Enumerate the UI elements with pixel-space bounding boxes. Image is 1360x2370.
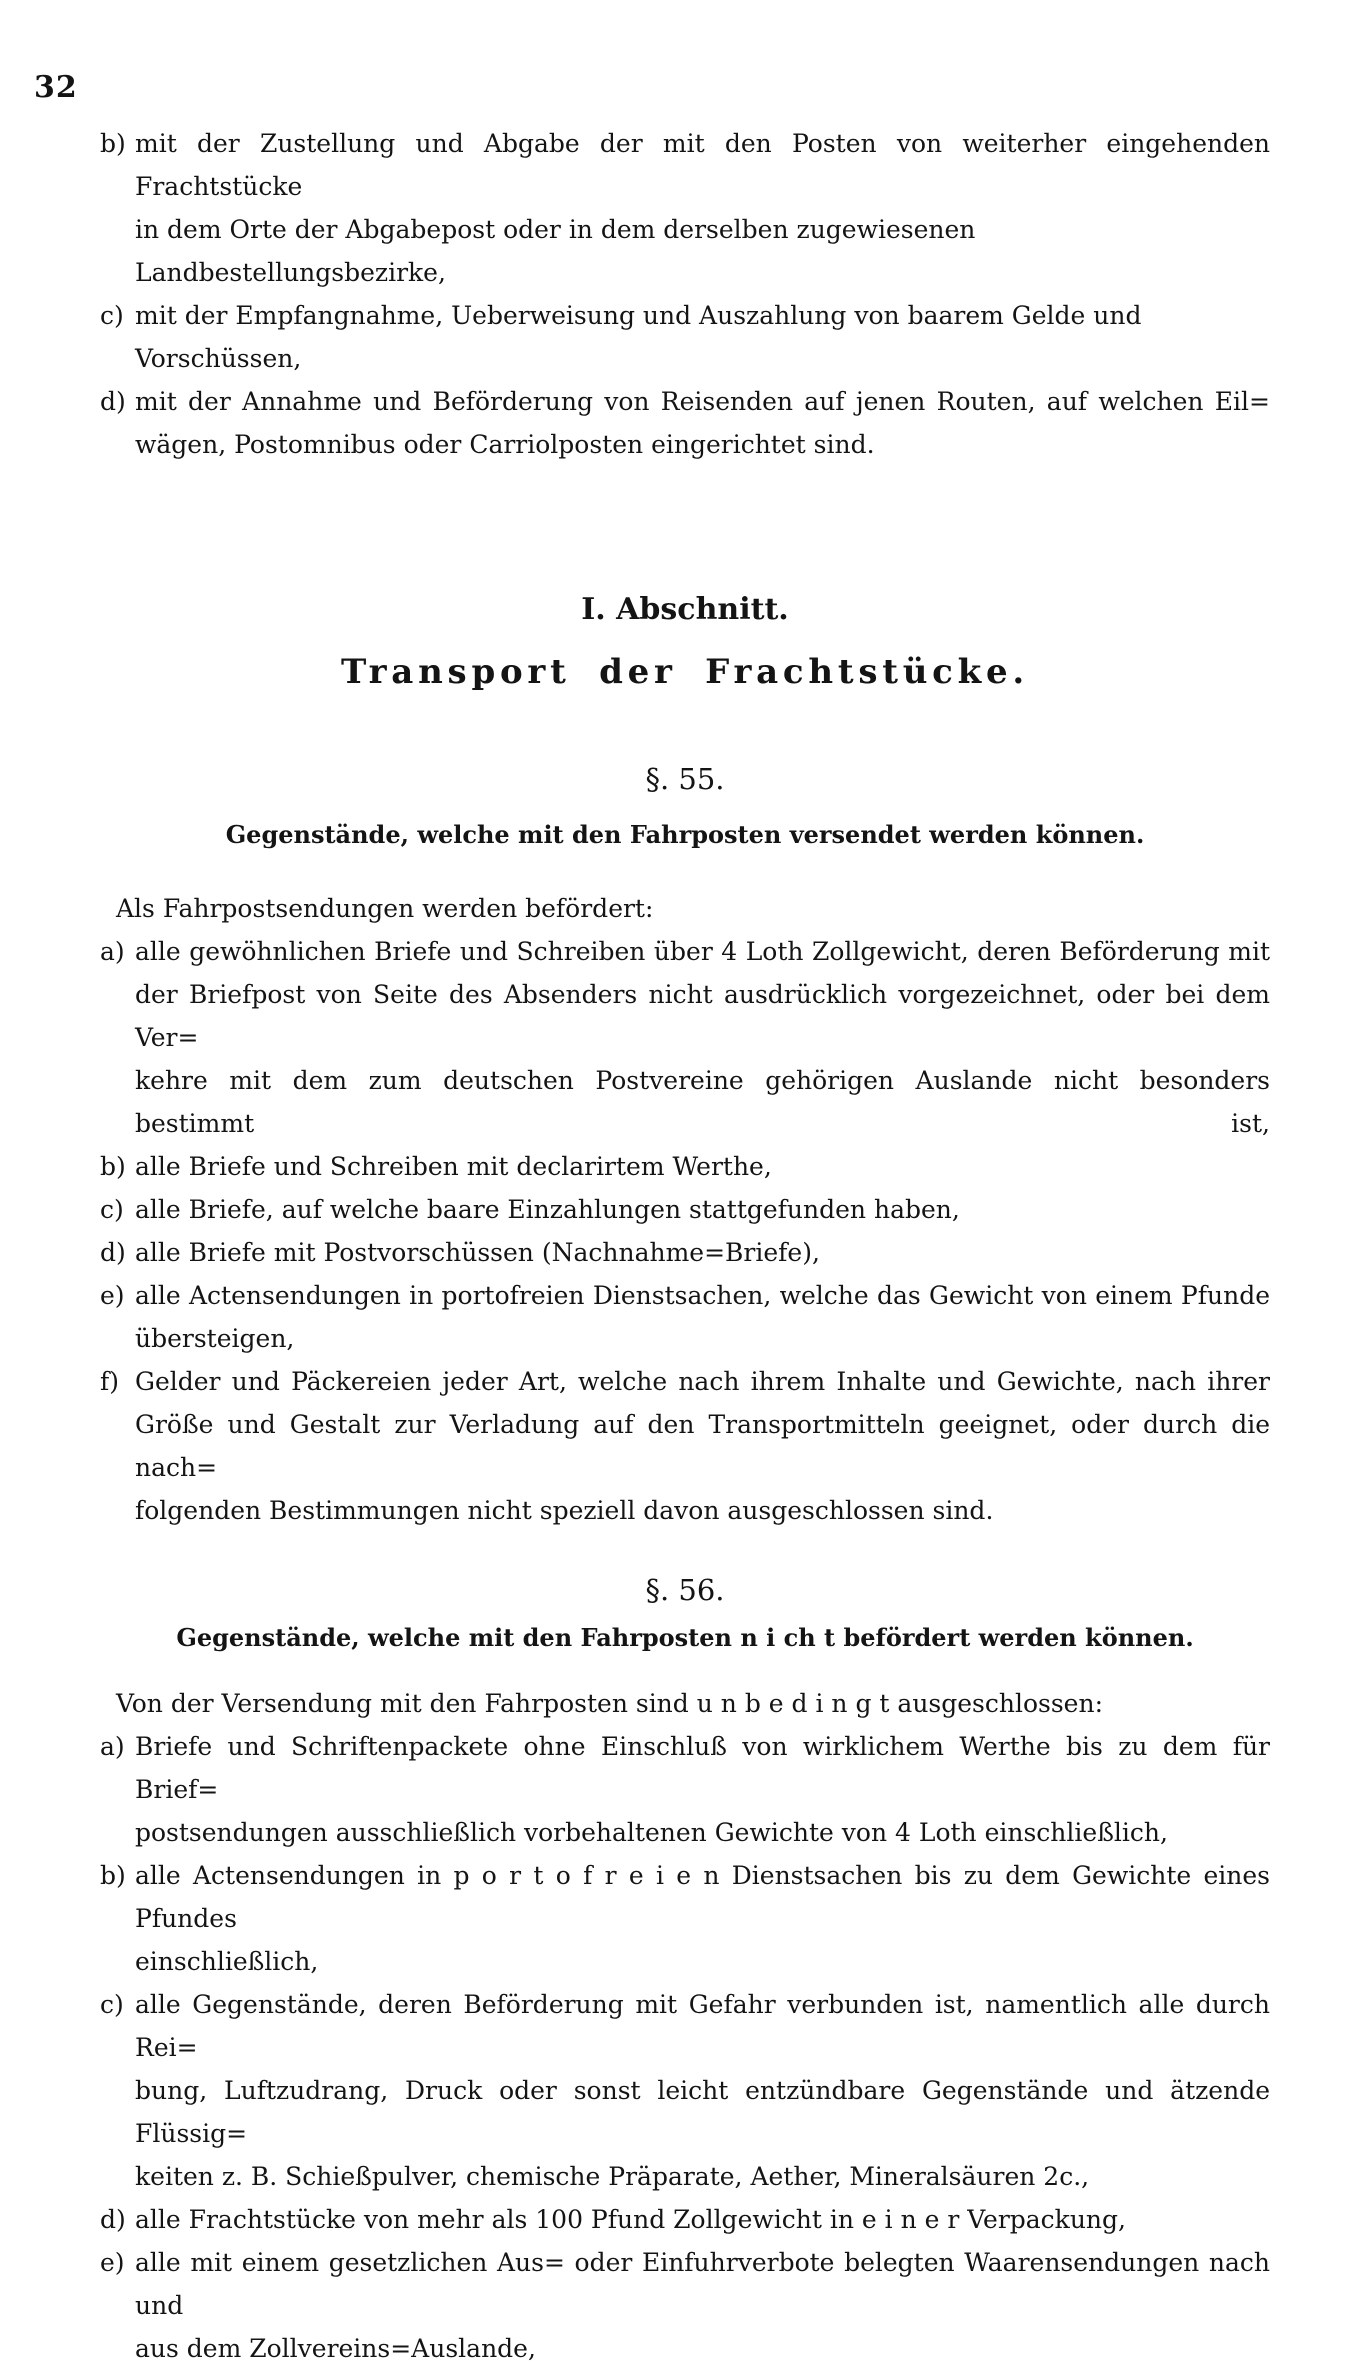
text-line: der Briefpost von Seite des Absenders nicht ausdrücklich vorgezeichnet, oder bei dem Ver=: [135, 980, 1270, 1052]
list-item: [100, 1145, 1270, 1188]
page-number: 32: [34, 70, 78, 105]
list-item: [100, 1274, 1270, 1360]
section-kicker: I. Abschnitt.: [581, 592, 789, 627]
list-item: [100, 1983, 1270, 2198]
text-line: bung, Luftzudrang, Druck oder sonst leicht entzündbare Gegenstände und ätzende Flüssig=: [135, 2076, 1270, 2148]
item-label: d): [100, 387, 126, 416]
text-line: alle Actensendungen in p o r t o f r e i e n Dienstsachen bis zu dem Gewichte eines Pfundes: [135, 1861, 1270, 1933]
item-label: e): [100, 2248, 125, 2277]
list-item: [100, 1854, 1270, 1983]
item-label: b): [100, 1861, 126, 1890]
text-line: alle Gegenstände, deren Beförderung mit Gefahr verbunden ist, namentlich alle durch Rei=: [135, 1990, 1270, 2062]
text-line: alle Briefe mit Postvorschüssen (Nachnahme=Briefe),: [135, 1238, 820, 1267]
text-line: Gelder und Päckereien jeder Art, welche nach ihrem Inhalte und Gewichte, nach ihrer: [135, 1367, 1270, 1396]
list-item: [100, 1188, 1270, 1231]
list-item: [100, 2198, 1270, 2241]
list-item: [100, 1725, 1270, 1854]
paragraph-number-55: §. 55.: [645, 762, 725, 796]
text-line: keiten z. B. Schießpulver, chemische Präparate, Aether, Mineralsäuren 2c.,: [135, 2162, 1090, 2191]
item-label: b): [100, 129, 126, 158]
item-label: c): [100, 1990, 124, 2019]
text-line: aus dem Zollvereins=Auslande,: [135, 2334, 536, 2363]
text-line: alle mit einem gesetzlichen Aus= oder Einfuhrverbote belegten Waarensendungen nach und: [135, 2248, 1270, 2320]
text-line: alle Actensendungen in portofreien Dienstsachen, welche das Gewicht von einem Pfunde: [135, 1281, 1270, 1310]
page-content: [100, 122, 1270, 2370]
text-line: übersteigen,: [135, 1324, 295, 1353]
intro-list: [100, 122, 1270, 466]
paragraph-subtitle-55: Gegenstände, welche mit den Fahrposten versendet werden können.: [225, 820, 1145, 849]
item-label: f): [100, 1367, 120, 1396]
text-line: alle Briefe, auf welche baare Einzahlungen stattgefunden haben,: [135, 1195, 960, 1224]
text-line: kehre mit dem zum deutschen Postvereine gehörigen Auslande nicht besonders bestimmt ist,: [135, 1066, 1270, 1138]
item-list-55: [100, 930, 1270, 1532]
item-label: d): [100, 2205, 126, 2234]
text-line: wägen, Postomnibus oder Carriolposten eingerichtet sind.: [135, 430, 875, 459]
list-item: [100, 930, 1270, 1145]
text-line: in dem Orte der Abgabepost oder in dem derselben zugewiesenen Landbestellungsbezirke,: [135, 215, 976, 287]
text-line: Briefe und Schriftenpackete ohne Einschluß von wirklichem Werthe bis zu dem für Brief=: [135, 1732, 1270, 1804]
section-title: Transport der Frachtstücke.: [341, 652, 1029, 692]
list-item: [100, 2241, 1270, 2370]
item-label: a): [100, 1732, 125, 1761]
item-label: a): [100, 937, 125, 966]
text-line: alle gewöhnlichen Briefe und Schreiben über 4 Loth Zollgewicht, deren Beförderung mit: [135, 937, 1270, 966]
paragraph-intro-55: Als Fahrpostsendungen werden befördert:: [116, 894, 654, 923]
list-item: [100, 380, 1270, 466]
list-item: [100, 122, 1270, 294]
item-label: b): [100, 1152, 126, 1181]
text-line: alle Briefe und Schreiben mit declarirtem Werthe,: [135, 1152, 772, 1181]
text-line: einschließlich,: [135, 1947, 319, 1976]
item-label: c): [100, 1195, 124, 1224]
item-label: e): [100, 1281, 125, 1310]
list-item: [100, 1360, 1270, 1532]
text-line: postsendungen ausschließlich vorbehaltenen Gewichte von 4 Loth einschließlich,: [135, 1818, 1168, 1847]
item-label: d): [100, 1238, 126, 1267]
list-item: [100, 1231, 1270, 1274]
paragraph-subtitle-56: Gegenstände, welche mit den Fahrposten n i ch t befördert werden können.: [176, 1623, 1194, 1652]
list-item: [100, 294, 1270, 380]
text-line: Größe und Gestalt zur Verladung auf den Transportmitteln geeignet, oder durch die nach=: [135, 1410, 1270, 1482]
paragraph-intro-56: Von der Versendung mit den Fahrposten sind u n b e d i n g t ausgeschlossen:: [116, 1689, 1103, 1718]
text-line: mit der Empfangnahme, Ueberweisung und Auszahlung von baarem Gelde und Vorschüssen,: [135, 301, 1142, 373]
text-line: folgenden Bestimmungen nicht speziell davon ausgeschlossen sind.: [135, 1496, 994, 1525]
paragraph-number-56: §. 56.: [645, 1573, 725, 1607]
text-line: mit der Annahme und Beförderung von Reisenden auf jenen Routen, auf welchen Eil=: [135, 387, 1270, 416]
item-label: c): [100, 301, 124, 330]
text-line: alle Frachtstücke von mehr als 100 Pfund Zollgewicht in e i n e r Verpackung,: [135, 2205, 1126, 2234]
text-line: mit der Zustellung und Abgabe der mit den Posten von weiterher eingehenden Frachtstücke: [135, 129, 1270, 201]
